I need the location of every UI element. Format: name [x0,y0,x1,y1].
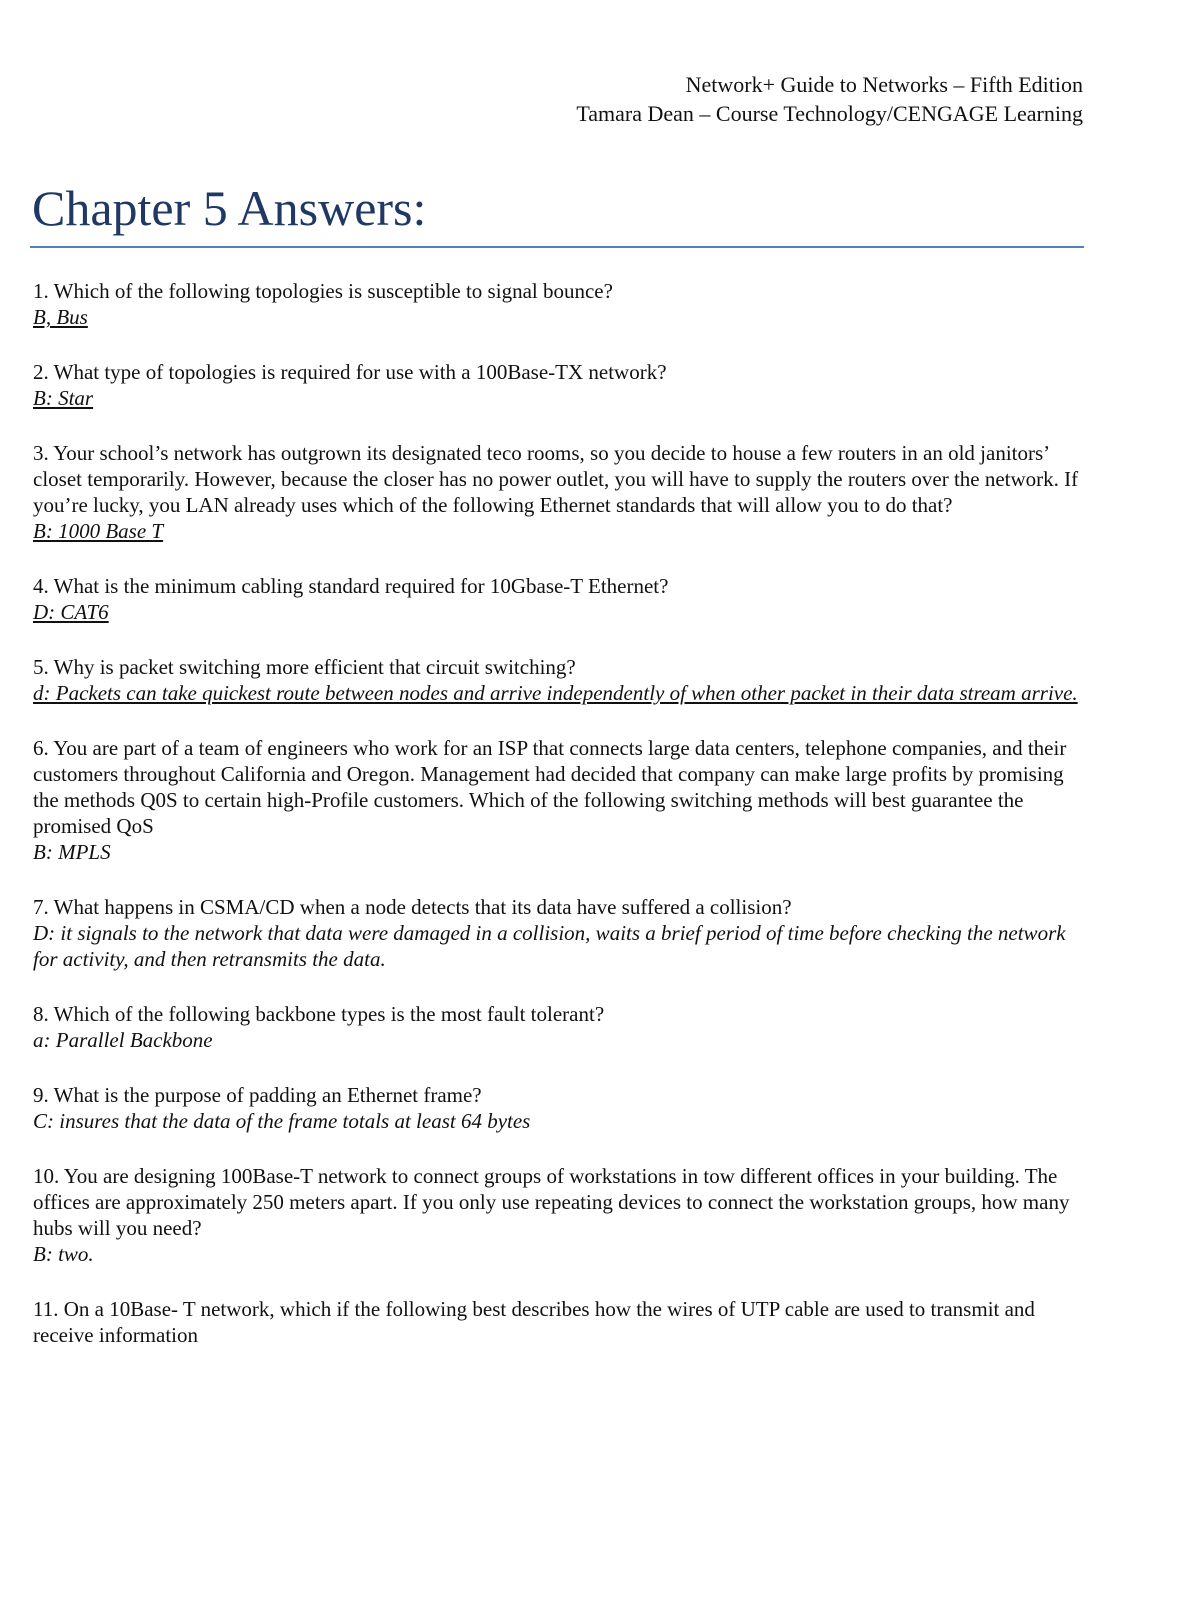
question-list [33,278,1089,1377]
answer-text: B: two. [33,1242,94,1266]
title-divider [30,246,1084,248]
question-text: 6. You are part of a team of engineers who work for an ISP that connects large data centers, telephone companies, and their customers throughout California and Oregon. Management had decided that company can make large profits by promising the methods Q0S to certain high-Profile customers. Which of the following switching methods will best guarantee the promised QoS [33,736,1067,838]
answer-text: C: insures that the data of the frame totals at least 64 bytes [33,1109,531,1133]
qa-item-1 [33,278,1089,330]
answer-text: a: Parallel Backbone [33,1028,213,1052]
qa-item-6 [33,735,1089,865]
qa-item-2 [33,359,1089,411]
qa-item-3 [33,440,1089,544]
answer-text: D: CAT6 [33,600,109,624]
question-text: 11. On a 10Base- T network, which if the following best describes how the wires of UTP cable are used to transmit and receive information [33,1297,1035,1347]
qa-item-10 [33,1163,1089,1267]
header-author-publisher: Tamara Dean – Course Technology/CENGAGE Learning [576,101,1083,126]
question-text: 9. What is the purpose of padding an Ethernet frame? [33,1083,482,1107]
question-text: 4. What is the minimum cabling standard required for 10Gbase-T Ethernet? [33,574,669,598]
question-text: 2. What type of topologies is required for use with a 100Base-TX network? [33,360,667,384]
question-text: 3. Your school’s network has outgrown its designated teco rooms, so you decide to house a few routers in an old janitors’ closet temporarily. However, because the closer has no power outlet, you will have to supply the routers over the network. If you’re lucky, you LAN already uses which of the following Ethernet standards that will allow you to do that? [33,441,1079,517]
page-title: Chapter 5 Answers: [32,180,427,236]
qa-item-5 [33,654,1089,706]
qa-item-4 [33,573,1089,625]
qa-item-9 [33,1082,1089,1134]
qa-item-7 [33,894,1089,972]
answer-text: D: it signals to the network that data were damaged in a collision, waits a brief period of time before checking the network for activity, and then retransmits the data. [33,921,1066,971]
answer-text: d: Packets can take quickest route between nodes and arrive independently of when other packet in their data stream arrive. [33,681,1078,705]
qa-item-11 [33,1296,1089,1348]
question-text: 8. Which of the following backbone types is the most fault tolerant? [33,1002,605,1026]
question-text: 1. Which of the following topologies is susceptible to signal bounce? [33,279,613,303]
answer-text: B: 1000 Base T [33,519,164,543]
question-text: 5. Why is packet switching more efficient that circuit switching? [33,655,576,679]
qa-item-8 [33,1001,1089,1053]
question-text: 7. What happens in CSMA/CD when a node detects that its data have suffered a collision? [33,895,792,919]
header-book-title: Network+ Guide to Networks – Fifth Edition [685,72,1083,97]
answer-text: B: MPLS [33,840,111,864]
answer-text: B, Bus [33,305,88,329]
question-text: 10. You are designing 100Base-T network to connect groups of workstations in tow different offices in your building. The offices are approximately 250 meters apart. If you only use repeating devices to connect the workstation groups, how many hubs will you need? [33,1164,1070,1240]
answer-text: B: Star [33,386,94,410]
page-header [576,70,1083,128]
